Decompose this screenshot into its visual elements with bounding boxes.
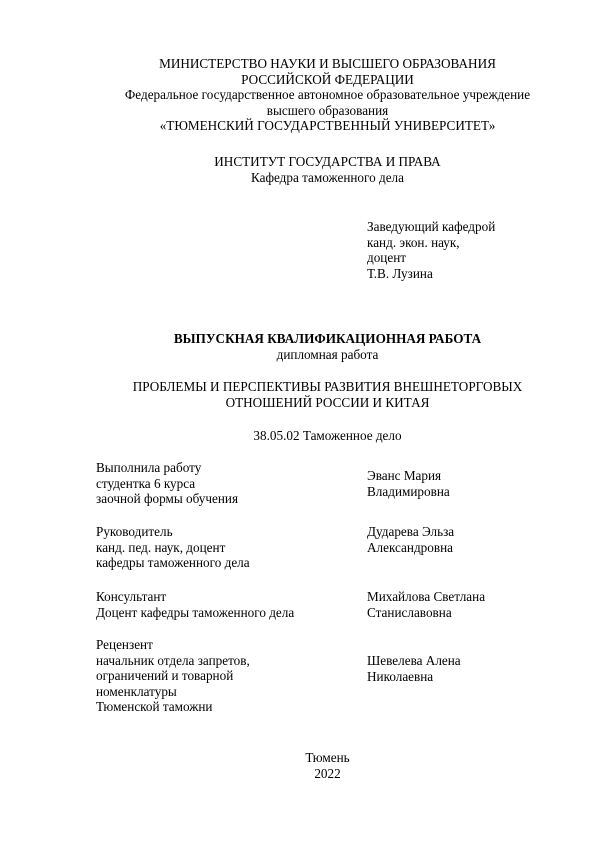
consultant-name: Михайлова Светлана xyxy=(367,589,486,604)
author-role-block xyxy=(96,460,238,507)
reviewer-position-2: ограничений и товарной xyxy=(96,668,234,684)
author-study-form: заочной формы обучения xyxy=(96,491,239,507)
work-type-block xyxy=(40,331,595,362)
university-name: «ТЮМЕНСКИЙ ГОСУДАРСТВЕННЫЙ УНИВЕРСИТЕТ» xyxy=(159,118,496,134)
head-title: Заведующий кафедрой xyxy=(367,219,496,234)
reviewer-name: Шевелева Алена xyxy=(367,653,461,668)
ministry-line-1: МИНИСТЕРСТВО НАУКИ И ВЫСШЕГО ОБРАЗОВАНИЯ xyxy=(159,56,496,71)
author-course: студентка 6 курса xyxy=(96,475,196,491)
org-line-2: высшего образования xyxy=(266,102,389,118)
city: Тюмень xyxy=(305,750,350,765)
supervisor-patronymic: Александровна xyxy=(367,539,453,555)
supervisor-role: Руководитель xyxy=(96,524,173,539)
ministry-header xyxy=(40,56,595,134)
supervisor-name: Дударева Эльза xyxy=(367,524,455,539)
thesis-title-line-1: ПРОБЛЕМЫ И ПЕРСПЕКТИВЫ РАЗВИТИЯ ВНЕШНЕТОРГОВЫХ xyxy=(132,379,523,394)
supervisor-name-block xyxy=(367,524,454,555)
author-patronymic: Владимировна xyxy=(367,483,450,499)
reviewer-position-3: номенклатуры xyxy=(96,683,177,699)
supervisor-role-block xyxy=(96,524,250,571)
author-name: Эванс Мария xyxy=(367,468,442,483)
work-type: ВЫПУСКНАЯ КВАЛИФИКАЦИОННАЯ РАБОТА xyxy=(173,331,482,346)
reviewer-name-block xyxy=(367,653,461,684)
consultant-position: Доцент кафедры таможенного дела xyxy=(96,604,295,620)
thesis-title xyxy=(40,379,595,410)
supervisor-department: кафедры таможенного дела xyxy=(96,555,250,571)
reviewer-organization: Тюменской таможни xyxy=(96,699,213,715)
year: 2022 xyxy=(314,765,341,781)
ministry-line-2: РОССИЙСКОЙ ФЕДЕРАЦИИ xyxy=(241,71,414,87)
specialty xyxy=(40,428,595,444)
institute-block xyxy=(40,154,595,185)
author-name-block xyxy=(367,468,450,499)
work-subtype: дипломная работа xyxy=(276,346,379,362)
department-name: Кафедра таможенного дела xyxy=(250,169,404,185)
specialty-code: 38.05.02 Таможенное дело xyxy=(253,428,402,443)
supervisor-degree: канд. пед. наук, доцент xyxy=(96,539,226,555)
footer xyxy=(40,750,595,781)
consultant-name-block xyxy=(367,589,485,620)
reviewer-role: Рецензент xyxy=(96,637,153,652)
head-name: Т.В. Лузина xyxy=(367,265,433,281)
consultant-patronymic: Станиславовна xyxy=(367,604,452,620)
thesis-title-line-2: ОТНОШЕНИЙ РОССИИ И КИТАЯ xyxy=(225,394,430,410)
reviewer-patronymic: Николаевна xyxy=(367,668,434,684)
consultant-role-block xyxy=(96,589,294,620)
institute-name: ИНСТИТУТ ГОСУДАРСТВА И ПРАВА xyxy=(214,154,441,169)
reviewer-position-1: начальник отдела запретов, xyxy=(96,652,250,668)
head-of-department-block xyxy=(367,219,495,281)
head-degree: канд. экон. наук, xyxy=(367,234,460,250)
org-line-1: Федеральное государственное автономное образовательное учреждение xyxy=(124,87,531,103)
head-rank: доцент xyxy=(367,250,407,266)
reviewer-role-block xyxy=(96,637,250,715)
author-role: Выполнила работу xyxy=(96,460,202,475)
consultant-role: Консультант xyxy=(96,589,167,604)
